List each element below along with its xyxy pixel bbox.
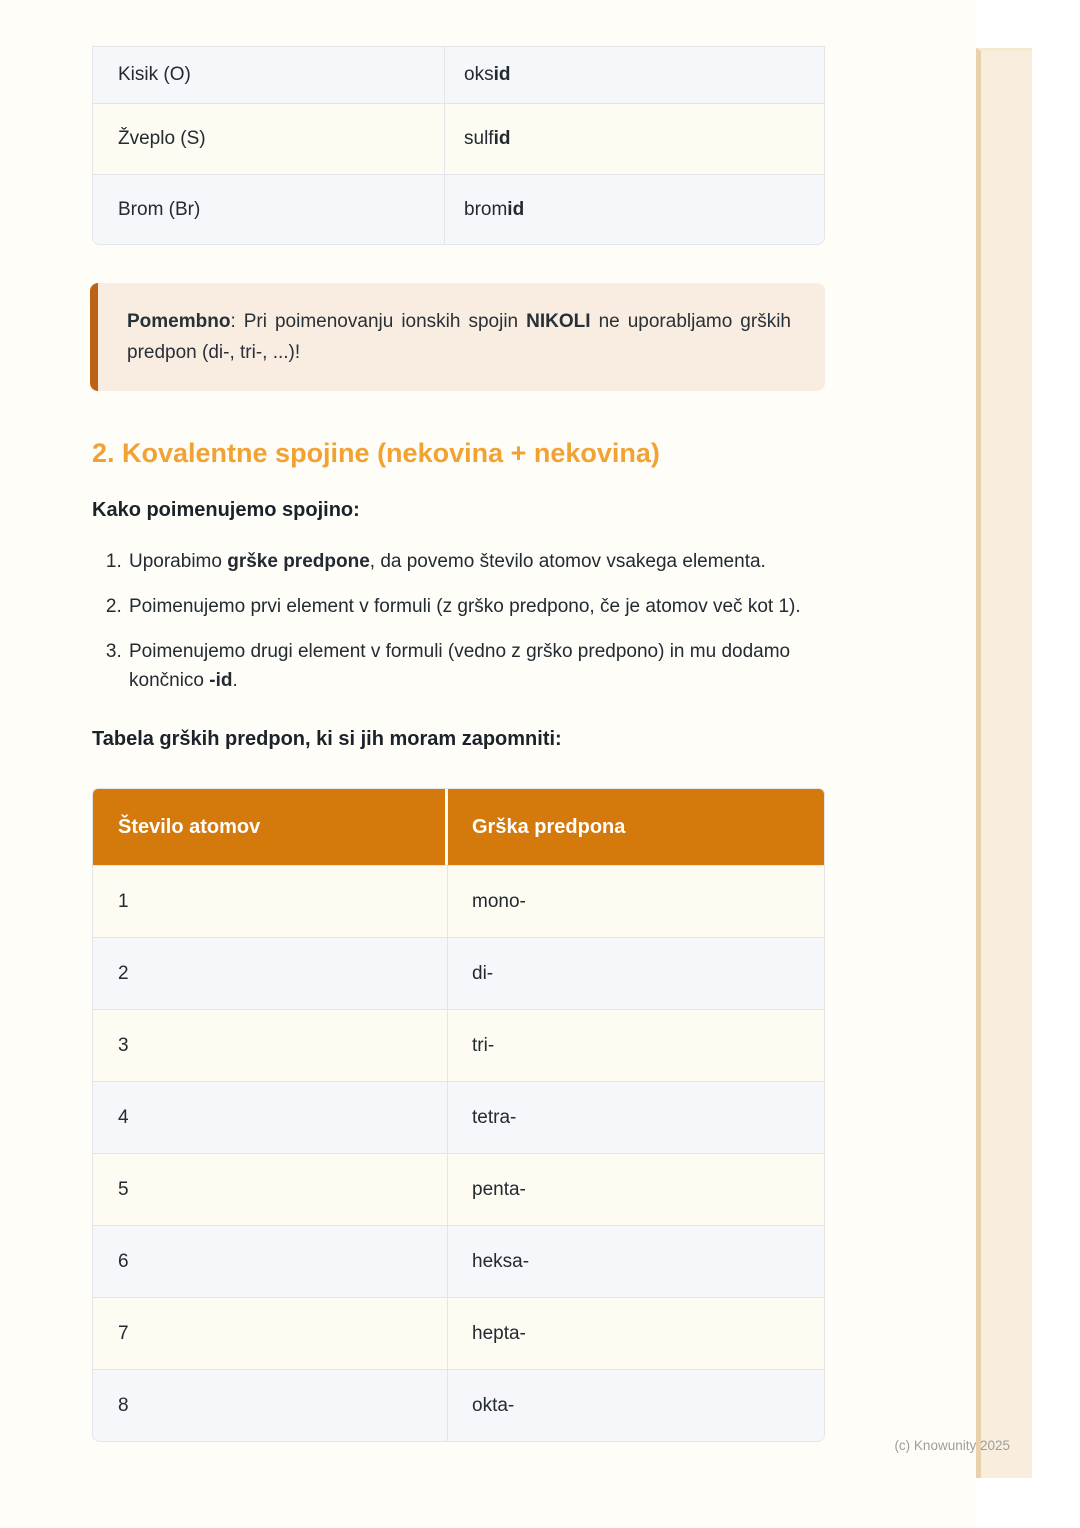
atom-count-cell: 7	[93, 1298, 448, 1369]
element-label: Žveplo (S)	[118, 128, 206, 149]
table-row	[93, 1297, 824, 1369]
callout-text-part: ne uporabljamo grških predpon (di-, tri-, ...)!	[127, 311, 791, 363]
table-row	[93, 47, 824, 103]
table-row	[93, 1225, 824, 1297]
table-row	[93, 1009, 824, 1081]
element-cell	[93, 104, 445, 174]
column-header-atoms: Število atomov	[93, 789, 448, 865]
suffix-bold: id	[493, 128, 511, 149]
step-text: .	[232, 670, 238, 691]
suffix-cell	[445, 104, 824, 174]
subheading-naming: Kako poimenujemo spojino:	[92, 499, 360, 521]
table-row	[93, 865, 824, 937]
document-content	[92, 0, 825, 1442]
table-header-row	[93, 789, 824, 865]
table-row	[93, 937, 824, 1009]
suffix-bold: id	[507, 198, 525, 220]
prefix-cell: okta-	[472, 1394, 515, 1416]
atom-count-cell: 3	[93, 1010, 448, 1081]
table-row	[93, 1369, 824, 1441]
atom-count-cell: 4	[93, 1082, 448, 1153]
page-edge-band	[976, 48, 1032, 1478]
list-item	[127, 547, 825, 576]
important-callout	[90, 283, 825, 391]
prefix-cell: tri-	[472, 1034, 495, 1056]
column-header-prefix: Grška predpona	[472, 815, 626, 838]
element-cell	[93, 175, 445, 244]
suffix-text: oks	[464, 64, 494, 85]
atom-count-cell: 5	[93, 1154, 448, 1225]
suffix-text: brom	[464, 198, 508, 220]
step-text: , da povemo število atomov vsakega elementa.	[369, 551, 766, 572]
suffix-cell	[445, 47, 824, 103]
naming-steps-list	[92, 547, 825, 695]
atom-count-cell: 6	[93, 1226, 448, 1297]
atom-count-cell: 2	[93, 938, 448, 1009]
prefix-cell: mono-	[472, 890, 526, 912]
section-heading: 2. Kovalentne spojine (nekovina + nekovina)	[92, 438, 660, 468]
atom-count-cell: 8	[93, 1370, 448, 1441]
copyright-watermark: (c) Knowunity 2025	[894, 1438, 1010, 1453]
ion-suffix-table	[92, 46, 825, 245]
table-row	[93, 103, 824, 174]
table-row	[93, 1153, 824, 1225]
element-label: Kisik (O)	[118, 64, 191, 85]
callout-bold-word: NIKOLI	[526, 311, 591, 332]
atom-count-cell: 1	[93, 866, 448, 937]
list-item	[127, 637, 825, 695]
prefix-cell: di-	[472, 962, 494, 984]
callout-text	[127, 306, 791, 368]
step-text: Poimenujemo drugi element v formuli (vedno z grško predpono) in mu dodamo končnico	[129, 641, 791, 691]
suffix-cell	[445, 175, 824, 244]
prefix-cell: heksa-	[472, 1250, 530, 1272]
suffix-text: sulf	[464, 128, 494, 149]
table-row	[93, 174, 824, 244]
callout-label: Pomembno	[127, 311, 231, 332]
prefix-cell: hepta-	[472, 1322, 526, 1344]
callout-text-part: : Pri poimenovanju ionskih spojin	[230, 311, 527, 332]
table-row	[93, 1081, 824, 1153]
step-text: Poimenujemo prvi element v formuli (z grško predpono, če je atomov več kot 1).	[129, 596, 801, 617]
suffix-bold: id	[493, 64, 511, 85]
element-cell	[93, 47, 445, 103]
step-bold: -id	[209, 670, 233, 691]
list-item	[127, 592, 825, 621]
prefix-cell: tetra-	[472, 1106, 517, 1128]
element-label: Brom (Br)	[118, 198, 201, 220]
prefix-cell: penta-	[472, 1178, 526, 1200]
greek-prefix-table	[92, 788, 825, 1442]
subheading-table: Tabela grških predpon, ki si jih moram zapomniti:	[92, 728, 562, 750]
step-text: Uporabimo	[129, 551, 228, 572]
step-bold: grške predpone	[227, 551, 370, 572]
